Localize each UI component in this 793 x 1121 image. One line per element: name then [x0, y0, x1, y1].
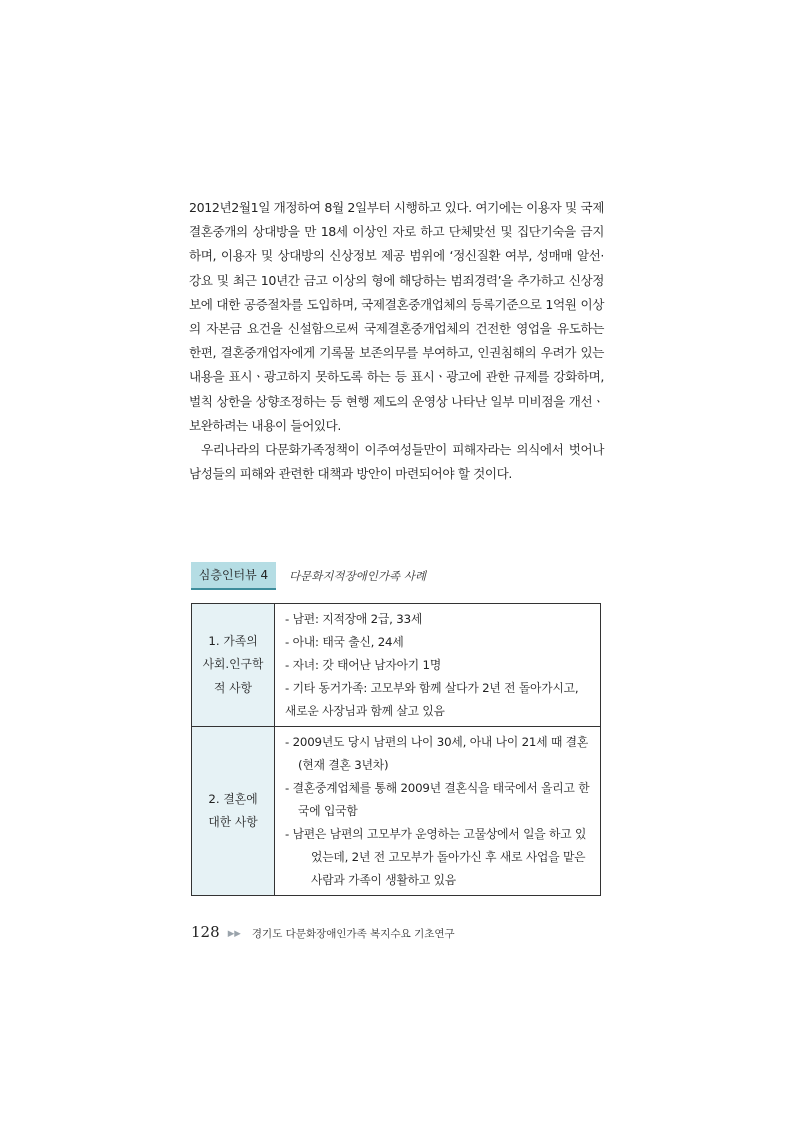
category-line: 사회.인구학: [202, 657, 264, 672]
interview-label: 심층인터뷰 4: [191, 562, 276, 590]
table-row: [192, 604, 601, 727]
category-line: 대한 사항: [208, 815, 258, 829]
list-item: - 남편: 지적장애 2급, 33세: [285, 612, 423, 626]
category-line: 적 사항: [214, 680, 252, 695]
list-item: - 결혼중계업체를 통해 2009년 결혼식을 태국에서 올리고 한국에 입국함: [285, 781, 590, 818]
interview-subtitle: 다문화지적장애인가족 사례: [289, 569, 426, 583]
category-line: 2. 결혼에: [208, 791, 258, 806]
list-item: - 남편은 남편의 고모부가 운영하는 고물상에서 일을 하고 있었는데, 2년 전 고모부가 돌아가신 후 새로 사업을 맡은 사람과 가족이 생활하고 있음: [285, 827, 587, 887]
content-cell: [275, 604, 601, 727]
category-cell: [192, 727, 275, 896]
content-cell: [275, 727, 601, 896]
page-number: 128: [191, 923, 220, 941]
body-text: [189, 196, 604, 486]
paragraph: 2012년2월1일 개정하여 8월 2일부터 시행하고 있다. 여기에는 이용자 및 국제결혼중개의 상대방을 만 18세 이상인 자로 하고 단체맞선 및 집단기숙을 금지하며, 이용자 및 상대방의 신상정보 제공 범위에 ‘정신질환 여부, 성매매 알선·강요 및 최근 10년간 금고 이상의 형에 해당하는 범죄경력’을 추가하고 신상정보에 대한 공증절차를 도입하며, 국제결혼중개업체의 등록기준으로 1억원 이상의 자본금 요건을 신설함으로써 국제결혼중개업체의 건전한 영업을 유도하는 한편, 결혼중개업자에게 기록물 보존의무를 부여하고, 인권침해의 우려가 있는 내용을 표시ㆍ광고하지 못하도록 하는 등 표시ㆍ광고에 관한 규제를 강화하며, 벌칙 상한을 상향조정하는 등 현행 제도의 운영상 나타난 일부 미비점을 개선ㆍ보완하려는 내용이 들어있다.: [189, 200, 604, 433]
interview-table: [191, 603, 601, 896]
footer-title: 경기도 다문화장애인가족 복지수요 기초연구: [251, 928, 455, 940]
double-arrow-icon: ▶▶: [227, 929, 241, 939]
page-footer: [191, 922, 455, 941]
list-item: - 아내: 태국 출신, 24세: [285, 635, 404, 649]
paragraph: 우리나라의 다문화가족정책이 이주여성들만이 피해자라는 의식에서 벗어나 남성들의 피해와 관련한 대책과 방안이 마련되어야 할 것이다.: [189, 442, 604, 482]
category-cell: [192, 604, 275, 727]
list-item: - 2009년도 당시 남편의 나이 30세, 아내 나이 21세 때 결혼 (현재 결혼 3년차): [285, 735, 589, 772]
list-item: - 기타 동거가족: 고모부와 함께 살다가 2년 전 돌아가시고, 새로운 사장님과 함께 살고 있음: [285, 681, 579, 718]
category-line: 1. 가족의: [208, 633, 258, 648]
table-row: [192, 727, 601, 896]
list-item: - 자녀: 갓 태어난 남자아기 1명: [285, 658, 442, 672]
